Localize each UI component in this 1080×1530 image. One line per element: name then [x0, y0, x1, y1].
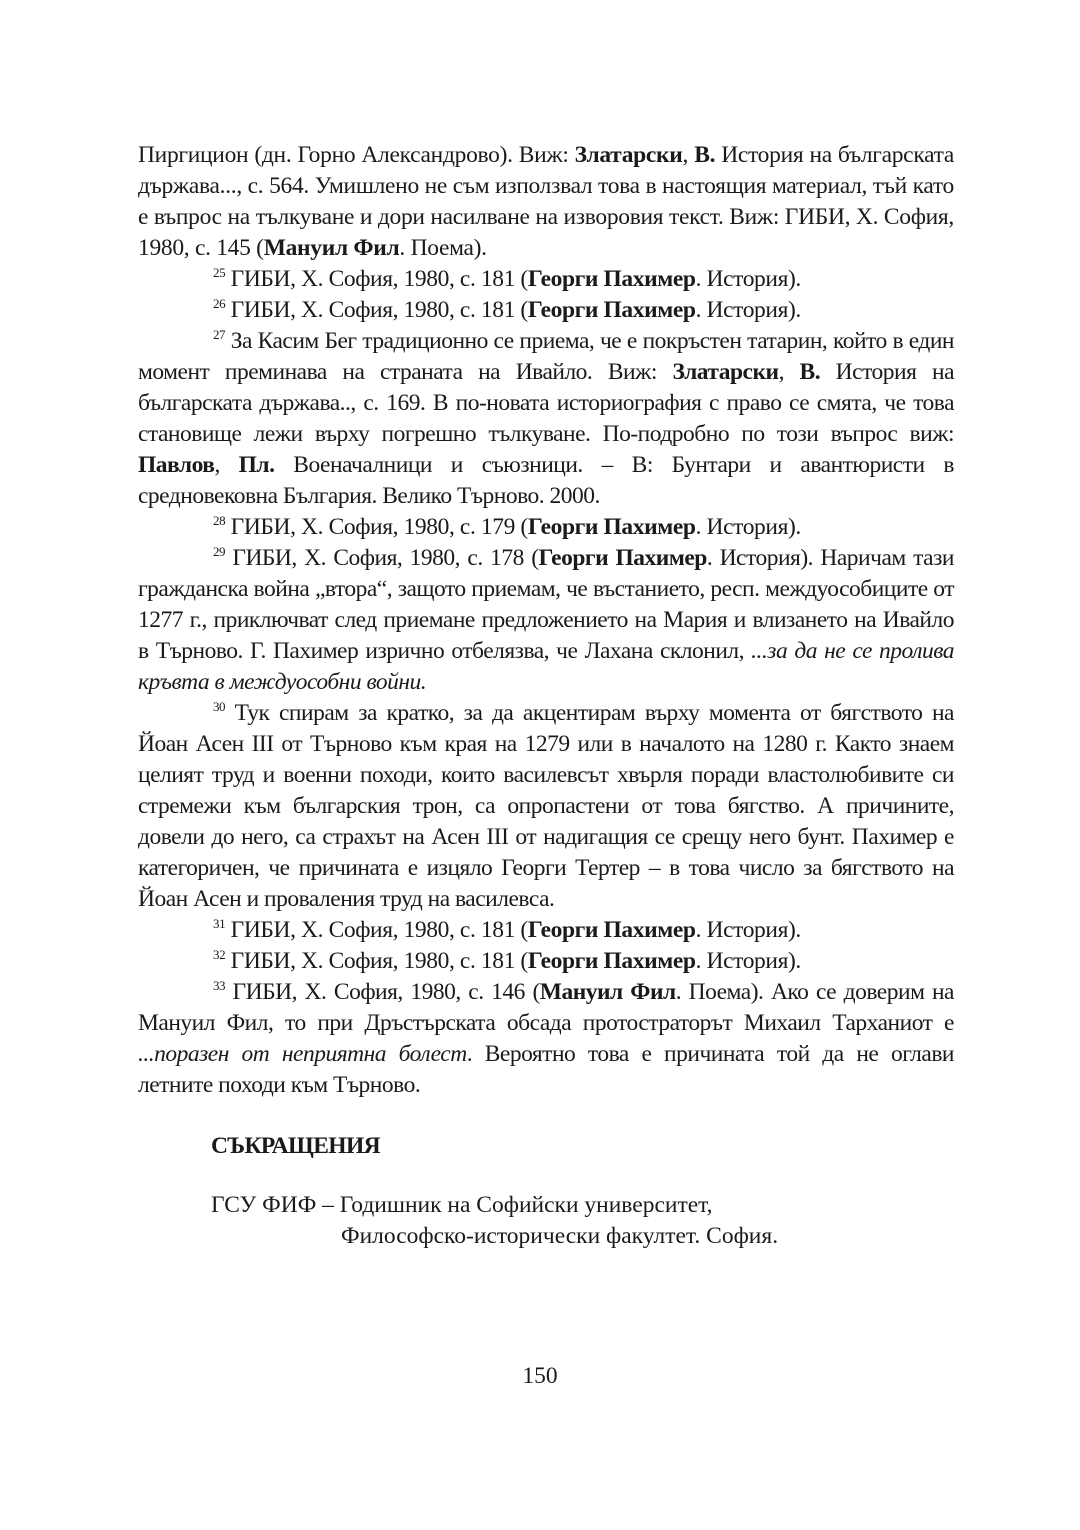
abbreviation-entry-line-2: Философско-исторически факултет. София.	[341, 1223, 779, 1249]
footnote-number: 26	[213, 296, 226, 311]
footnote-number: 31	[213, 916, 226, 931]
footnote-number: 25	[213, 265, 226, 280]
footnote-33: $^{33}$ ГИБИ, Х. София, 1980, с. 146 (Мануил Фил. Поема). Ако се доверим на Мануил Фил, то при Дръстърската обсада протостраторът Михаил Тарханиот е ...поразен от неприятна болест. Вероятно това е причината той да не оглави летните походи към Търново.	[138, 978, 954, 1098]
footnote-number: 32	[213, 947, 226, 962]
footnote-29: $^{29}$ ГИБИ, Х. София, 1980, с. 178 (Георги Пахимер. История). Наричам тази гражданска война „втора“, защото приемам, че въстанието, респ. междуособиците от 1277 г., приключват след приемане предложението на Мария и влизането на Ивайло в Търново. Г. Пахимер изрично отбелязва, че Лахана склонил, ...за да не се пролива кръвта в междуособни войни.	[138, 544, 954, 695]
footnote-30: $^{30}$ Тук спирам за кратко, за да акцентирам върху момента от бягството на Йоан Асен III от Търново към края на 1279 или в началото на 1280 г. Както знаем целият труд и военни походи, които василевсът хвърля поради властолюбивите си стремежи към българския трон, са опропастени от това бягство. А причините, довели до него, са страхът на Асен III от надигащия се срещу него бунт. Пахимер е категоричен, че причината е изцяло Георги Тертер – в това число за бягството на Йоан Асен и проваления труд на василевса.	[138, 699, 954, 912]
footnote-number: 27	[213, 327, 225, 342]
footnote-27: $^{27}$ За Касим Бег традиционно се приема, че е покръстен татарин, който в един момент преминава на страната на Ивайло. Виж: Златарски, В. История на българската държава.., с. 169. В по-новата историография с право се смята, че това становище лежи върху погрешно тълкуване. По-подробно по този въпрос виж: Павлов, Пл. Военачалници и съюзници. – В: Бунтари и авантюристи в средновековна България. Велико Търново. 2000.	[138, 327, 954, 509]
footnote-31: $^{31}$ ГИБИ, Х. София, 1980, с. 181 (Георги Пахимер. История).	[213, 916, 801, 943]
footnote-number: 33	[213, 978, 225, 993]
footnote-26: $^{26}$ ГИБИ, Х. София, 1980, с. 181 (Георги Пахимер. История).	[213, 296, 801, 323]
page-number: 150	[522, 1363, 558, 1389]
footnote-28: $^{28}$ ГИБИ, Х. София, 1980, с. 179 (Георги Пахимер. История).	[213, 513, 801, 540]
footnote-number: 29	[213, 544, 225, 559]
abbreviations-heading: СЪКРАЩЕНИЯ	[211, 1133, 381, 1159]
footnote-continuation: Пиргицион (дн. Горно Александрово). Виж: Златарски, В. История на българската държава..., с. 564. Умишлено не съм използвал това в настоящия материал, тъй като е въпрос на тълкуване и дори насилване на изворовия текст. Виж: ГИБИ, Х. София, 1980, с. 145 (Мануил Фил. Поема).	[138, 142, 954, 261]
footnote-number: 28	[213, 513, 226, 528]
footnotes-block	[138, 140, 954, 1101]
abbreviation-entry-line-1: ГСУ ФИФ – Годишник на Софийски университет,	[211, 1192, 713, 1218]
footnote-32: $^{32}$ ГИБИ, Х. София, 1980, с. 181 (Георги Пахимер. История).	[213, 947, 801, 974]
footnote-number: 30	[213, 699, 225, 714]
footnote-25: $^{25}$ ГИБИ, Х. София, 1980, с. 181 (Георги Пахимер. История).	[213, 265, 801, 292]
